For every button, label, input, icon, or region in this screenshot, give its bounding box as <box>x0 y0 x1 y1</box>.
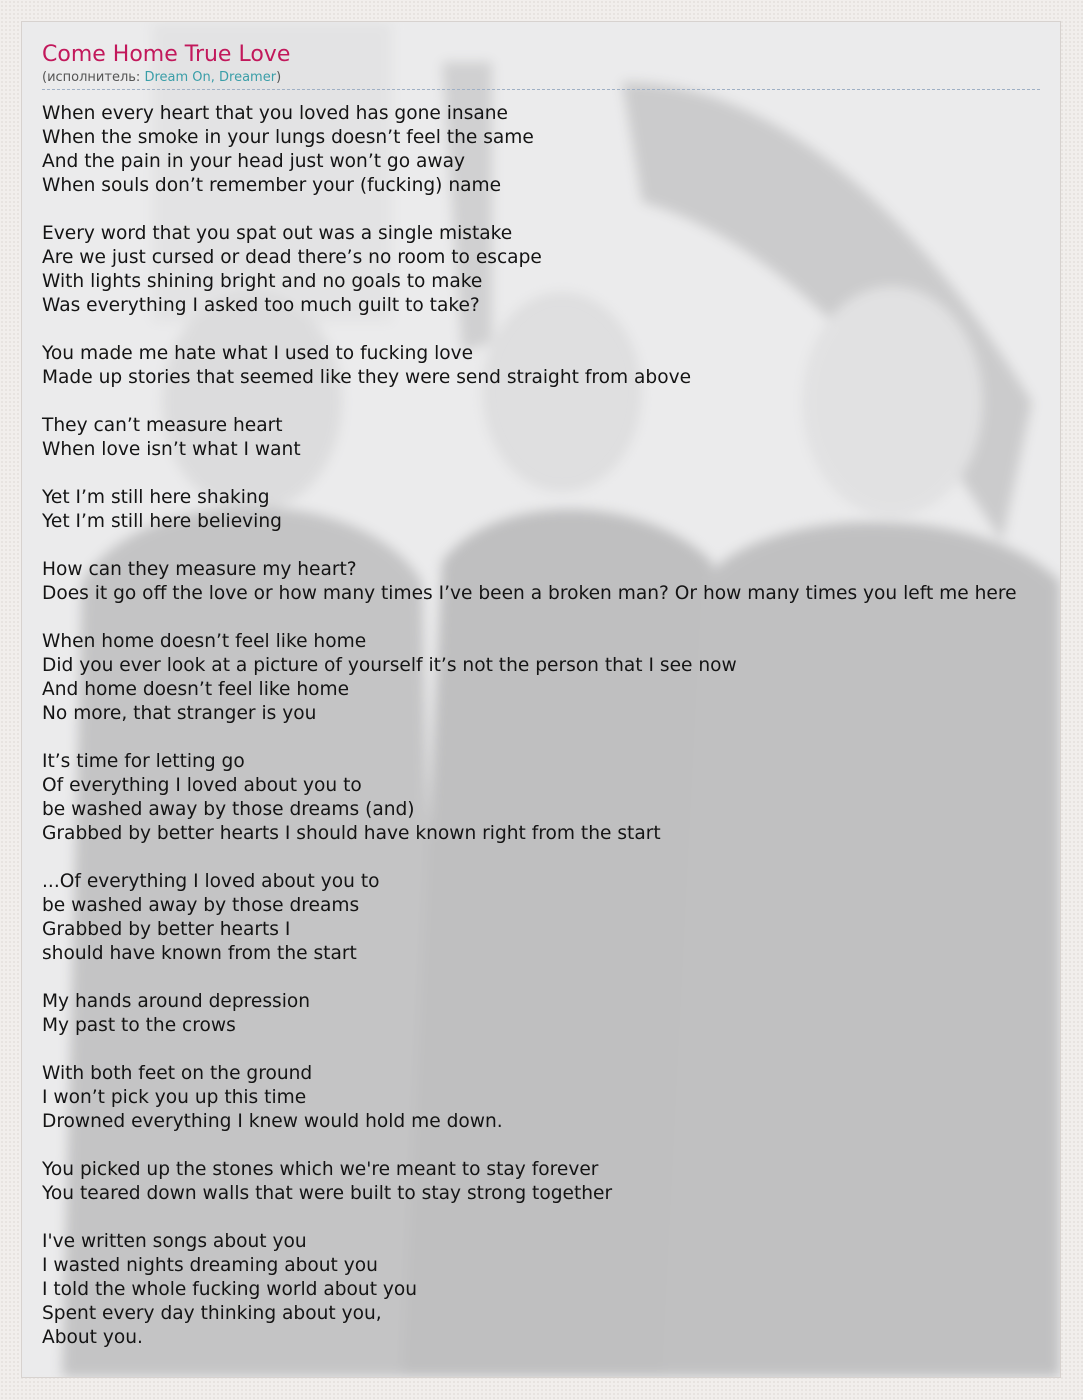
lyric-line: I wasted nights dreaming about you <box>42 1255 378 1276</box>
lyrics-stanza <box>42 1158 1040 1206</box>
lyric-line: You made me hate what I used to fucking love <box>42 343 474 364</box>
lyrics-card <box>21 21 1061 1378</box>
lyric-line: With both feet on the ground <box>42 1063 313 1084</box>
lyric-line: And home doesn’t feel like home <box>42 679 350 700</box>
lyric-line: About you. <box>42 1327 143 1348</box>
lyric-line: You teared down walls that were built to stay strong together <box>42 1183 613 1204</box>
lyrics-stanza <box>42 750 1040 846</box>
lyric-line: should have known from the start <box>42 943 357 964</box>
lyric-line: Yet I’m still here shaking <box>42 487 270 508</box>
lyric-line: They can’t measure heart <box>42 415 283 436</box>
lyric-line: Was everything I asked too much guilt to take? <box>42 295 480 316</box>
lyric-line: Are we just cursed or dead there’s no room to escape <box>42 247 542 268</box>
lyric-line: When the smoke in your lungs doesn’t feel the same <box>42 127 534 148</box>
lyric-line: be washed away by those dreams <box>42 895 360 916</box>
artist-link[interactable]: Dream On, Dreamer <box>144 70 277 85</box>
lyric-line: I won’t pick you up this time <box>42 1087 307 1108</box>
lyric-line: Did you ever look at a picture of yourself it’s not the person that I see now <box>42 655 737 676</box>
lyrics-stanza <box>42 342 1040 390</box>
lyric-line: My past to the crows <box>42 1015 236 1036</box>
lyric-line: How can they measure my heart? <box>42 559 357 580</box>
lyrics-stanza <box>42 990 1040 1038</box>
lyric-line: Made up stories that seemed like they were send straight from above <box>42 367 692 388</box>
song-title: Come Home True Love <box>42 42 291 67</box>
lyric-line: I've written songs about you <box>42 1231 307 1252</box>
lyric-line: Spent every day thinking about you, <box>42 1303 382 1324</box>
lyric-line: Grabbed by better hearts I <box>42 919 291 940</box>
lyric-line: Does it go off the love or how many times I’ve been a broken man? Or how many times you left me here <box>42 583 1017 604</box>
lyric-line: be washed away by those dreams (and) <box>42 799 415 820</box>
lyrics-stanza <box>42 414 1040 462</box>
lyrics-stanza <box>42 870 1040 966</box>
lyric-line: It’s time for letting go <box>42 751 245 772</box>
lyric-line: ...Of everything I loved about you to <box>42 871 380 892</box>
song-meta: (исполнитель: Dream On, Dreamer) <box>42 70 1040 90</box>
lyrics-stanza <box>42 222 1040 318</box>
lyric-line: When souls don’t remember your (fucking) name <box>42 175 502 196</box>
lyrics-stanza <box>42 558 1040 606</box>
lyric-line: Of everything I loved about you to <box>42 775 362 796</box>
lyric-line: And the pain in your head just won’t go away <box>42 151 466 172</box>
lyric-line: My hands around depression <box>42 991 311 1012</box>
lyric-line: When home doesn’t feel like home <box>42 631 367 652</box>
lyrics-body <box>42 102 1040 1350</box>
lyric-line: Every word that you spat out was a single mistake <box>42 223 513 244</box>
lyric-line: No more, that stranger is you <box>42 703 317 724</box>
lyric-line: You picked up the stones which we're meant to stay forever <box>42 1159 599 1180</box>
lyrics-stanza <box>42 1230 1040 1350</box>
lyrics-stanza <box>42 1062 1040 1134</box>
lyrics-stanza <box>42 102 1040 198</box>
lyric-line: I told the whole fucking world about you <box>42 1279 418 1300</box>
lyric-line: When every heart that you loved has gone insane <box>42 103 508 124</box>
performer-label: исполнитель: <box>47 70 141 85</box>
lyric-line: With lights shining bright and no goals to make <box>42 271 483 292</box>
lyrics-stanza <box>42 486 1040 534</box>
lyric-line: Grabbed by better hearts I should have known right from the start <box>42 823 661 844</box>
lyric-line: When love isn’t what I want <box>42 439 301 460</box>
song-content <box>42 40 1040 1374</box>
lyric-line: Yet I’m still here believing <box>42 511 282 532</box>
lyrics-stanza <box>42 630 1040 726</box>
lyric-line: Drowned everything I knew would hold me down. <box>42 1111 503 1132</box>
